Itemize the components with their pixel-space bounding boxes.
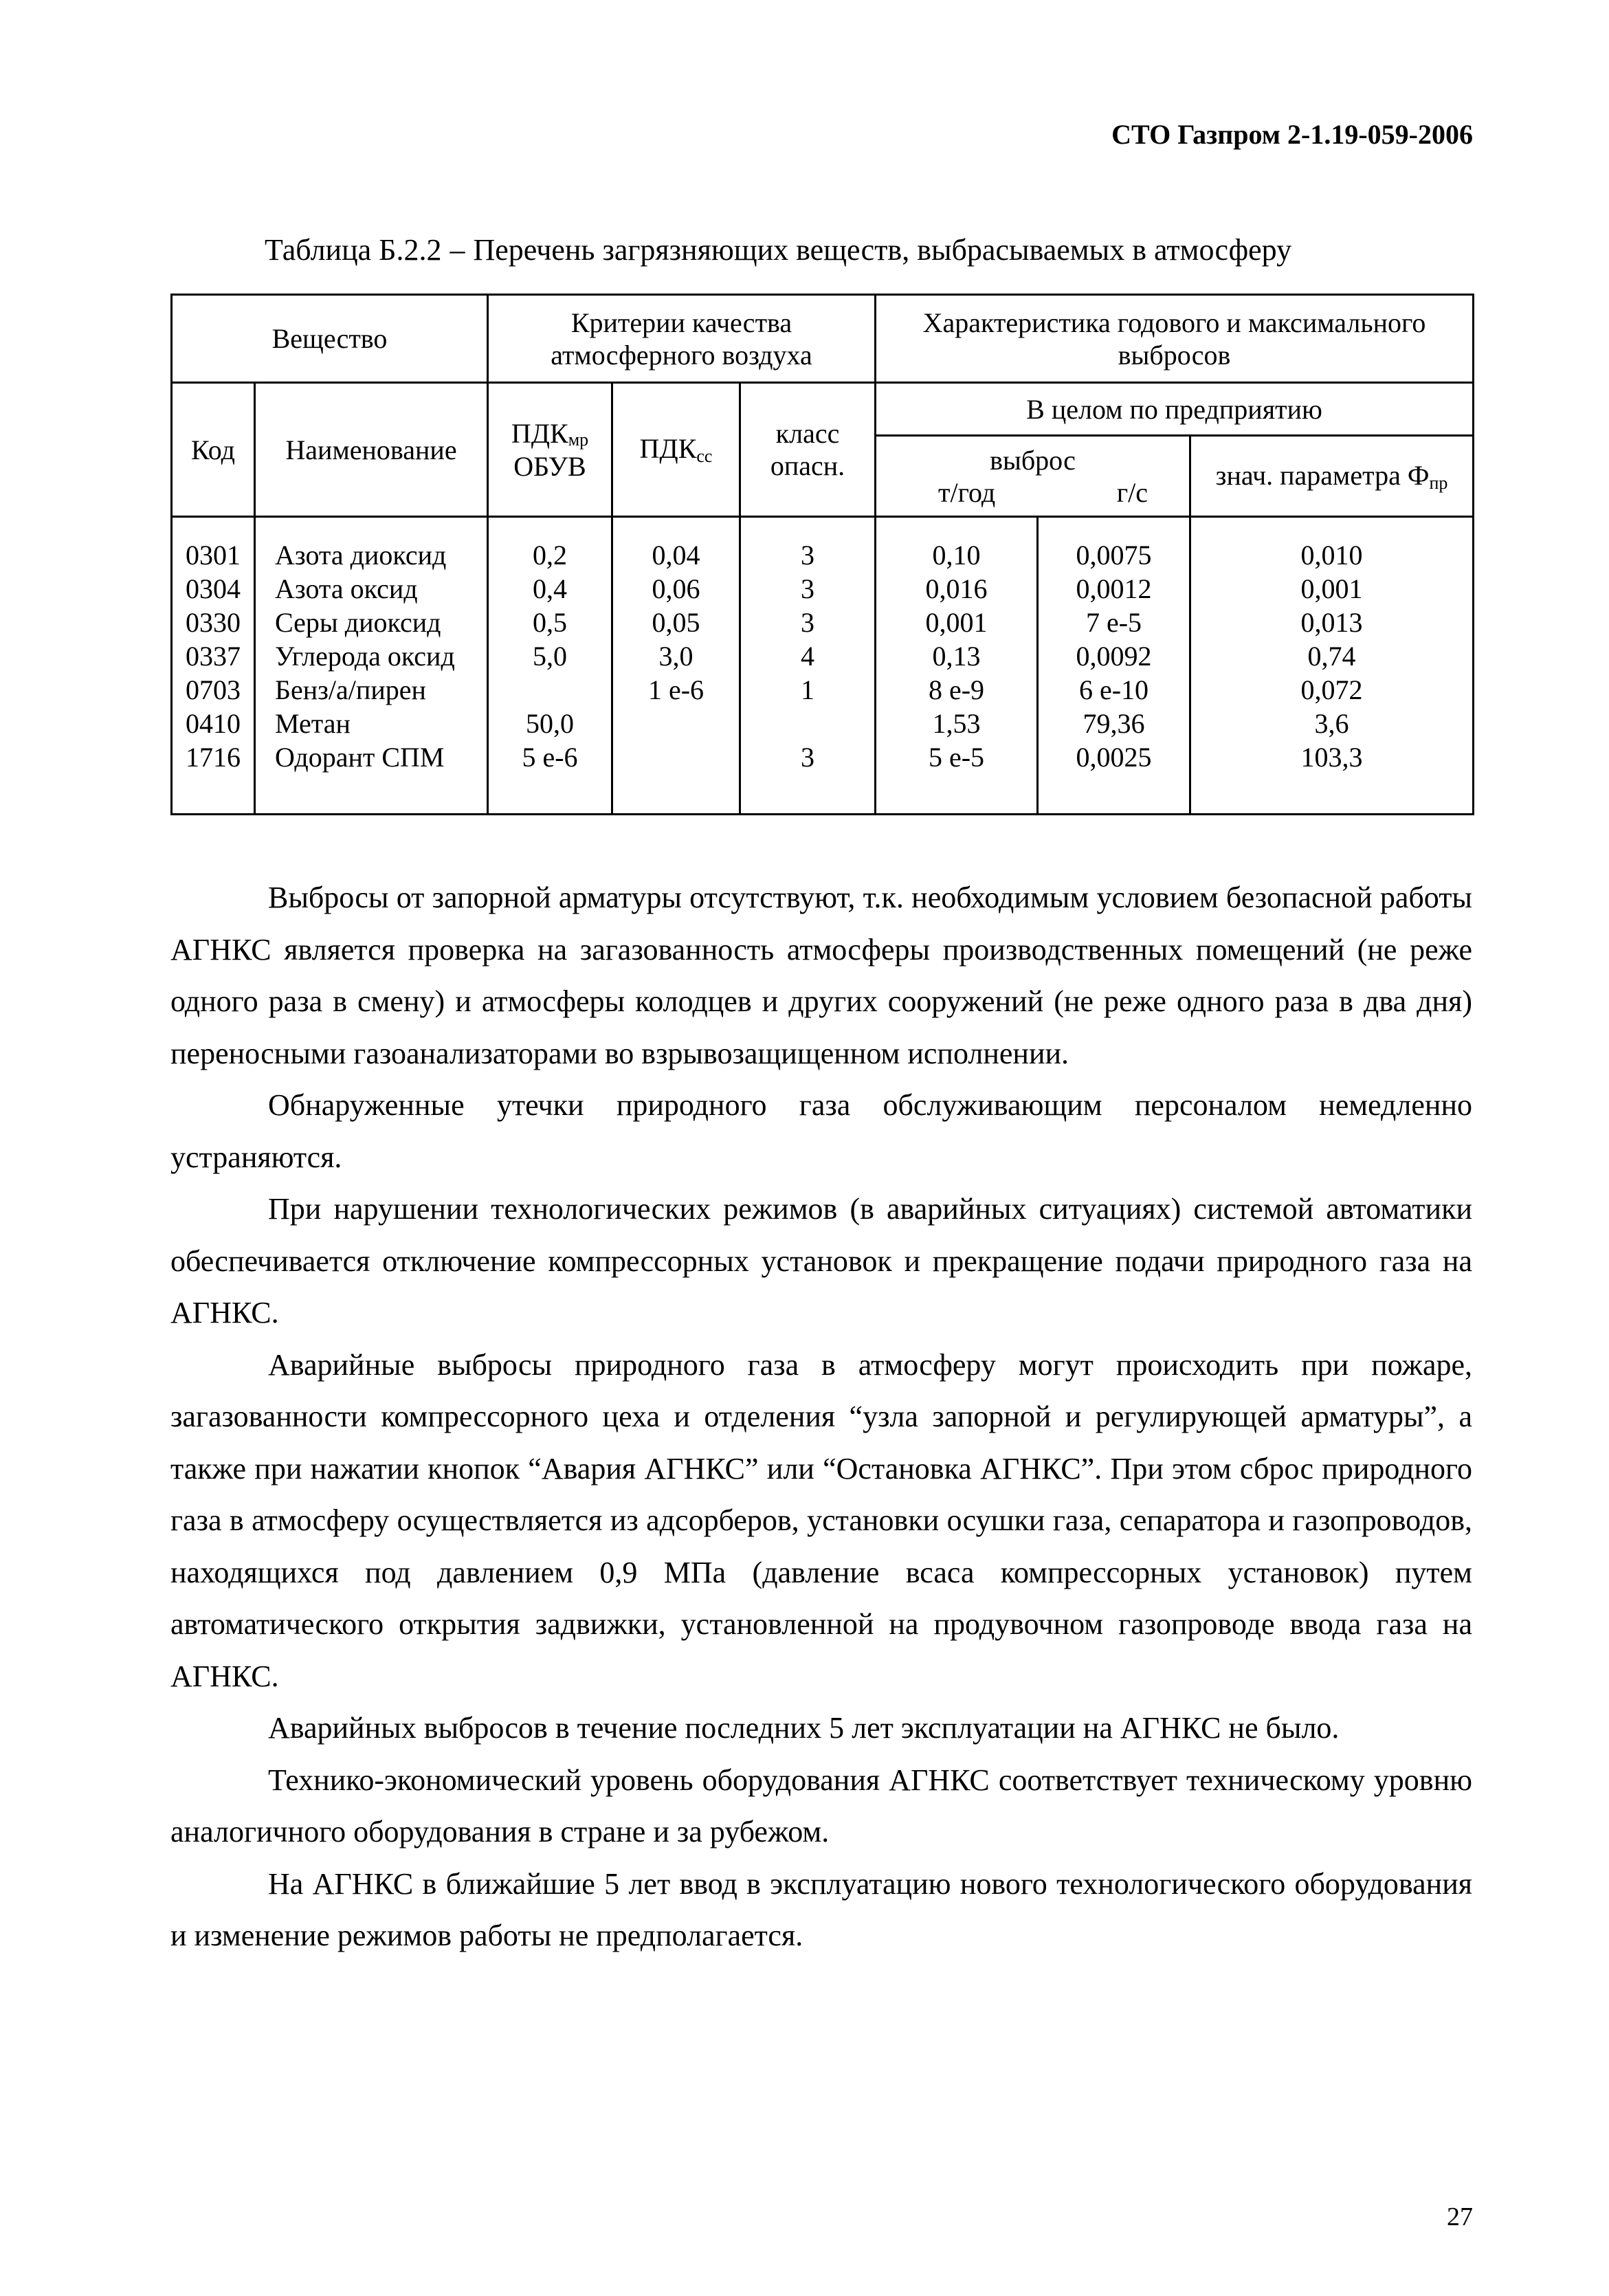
- paragraph: Выбросы от запорной арматуры отсутствуют, т.к. необходимым условием безопасной работы АГНКС является проверка на загазованность атмосферы производственных помещений (не реже одного раза в смену) и атмосферы колодцев и других сооружений (не реже одного раза в два дня) переносными газоанализаторами во взрывозащищенном исполнении.: [170, 881, 1472, 1070]
- cell-code: 1716: [186, 742, 241, 773]
- header-param-label: знач. параметра Ф: [1215, 459, 1430, 491]
- cell-g-s: 6 е-10: [1078, 674, 1149, 705]
- document-code: СТО Газпром 2-1.19-059-2006: [1111, 119, 1473, 150]
- cell-g-s: 0,0025: [1076, 742, 1152, 773]
- paragraph: Обнаруженные утечки природного газа обслуживающим персоналом немедленно устраняются.: [170, 1088, 1472, 1174]
- cell-pdk-ss: 3,0: [658, 641, 693, 672]
- paragraph: Аварийных выбросов в течение последних 5 лет эксплуатации на АГНКС не было.: [268, 1711, 1340, 1745]
- header-pdk-ss-main: ПДК: [639, 433, 697, 464]
- cell-pdk-ss: [613, 707, 739, 740]
- cell-name: Азота диоксид: [275, 540, 447, 571]
- cell-name: Углерода оксид: [275, 641, 455, 672]
- cell-pdk-mr: [489, 673, 611, 707]
- header-pdk-mr-sub: мр: [568, 429, 589, 450]
- header-tons-year: т/год: [938, 476, 996, 508]
- header-enterprise-total: В целом по предприятию: [876, 383, 1474, 436]
- header-code: Код: [172, 383, 255, 517]
- cell-name: Бенз/а/пирен: [275, 674, 426, 705]
- header-param-sub: пр: [1429, 472, 1448, 493]
- cell-class: 3: [801, 540, 814, 571]
- cell-t-year: 1,53: [932, 708, 981, 739]
- cell-param: 0,013: [1300, 607, 1363, 638]
- cell-class: 3: [801, 607, 814, 638]
- column-name: [255, 517, 488, 815]
- cell-g-s: 7 е-5: [1085, 607, 1142, 638]
- cell-param: 0,001: [1300, 573, 1363, 604]
- header-param: [1190, 436, 1474, 517]
- cell-t-year: 0,10: [932, 540, 981, 571]
- cell-class: [741, 707, 874, 740]
- cell-pdk-ss: 0,04: [652, 540, 700, 571]
- table-caption-label: Таблица Б.2.2: [265, 233, 442, 267]
- cell-param: 103,3: [1300, 742, 1363, 773]
- header-name: Наименование: [255, 383, 488, 517]
- header-pdk-ss-sub: сс: [696, 446, 713, 466]
- paragraph: Технико-экономический уровень оборудования АГНКС соответствует техническому уровню аналогичного оборудования в стране и за рубежом.: [170, 1763, 1472, 1848]
- cell-name: Азота оксид: [275, 573, 418, 604]
- header-pdk-mr-main: ПДК: [511, 417, 568, 449]
- cell-pdk-mr: 0,5: [533, 607, 567, 638]
- header-pdk-mr: [488, 383, 612, 517]
- header-pdk-mr-alt: ОБУВ: [513, 450, 586, 482]
- cell-code: 0410: [186, 708, 241, 739]
- pollutants-table: [170, 294, 1474, 815]
- cell-param: 0,010: [1300, 540, 1363, 571]
- cell-code: 0301: [186, 540, 241, 571]
- cell-pdk-mr: 0,4: [533, 573, 567, 604]
- cell-code: 0703: [186, 674, 241, 705]
- header-emission-label: выброс: [990, 444, 1076, 476]
- page-number: 27: [1447, 2203, 1473, 2231]
- cell-name: Метан: [275, 708, 351, 739]
- header-substance: Вещество: [172, 295, 488, 383]
- table-caption-dash: –: [450, 233, 465, 267]
- paragraph: На АГНКС в ближайшие 5 лет ввод в эксплуатацию нового технологического оборудования и изменение режимов работы не предполагается.: [170, 1866, 1472, 1952]
- cell-g-s: 0,0092: [1076, 641, 1152, 672]
- cell-pdk-ss: 1 е-6: [647, 674, 704, 705]
- cell-t-year: 0,001: [925, 607, 988, 638]
- cell-g-s: 79,36: [1083, 708, 1145, 739]
- header-characteristic: Характеристика годового и максимального выбросов: [876, 295, 1474, 383]
- cell-g-s: 0,0012: [1076, 573, 1152, 604]
- cell-pdk-mr: 5,0: [533, 641, 567, 672]
- header-criteria: Критерии качества атмосферного воздуха: [488, 295, 876, 383]
- cell-class: 3: [801, 742, 814, 773]
- column-code: [172, 517, 255, 815]
- column-t-year: [876, 517, 1038, 815]
- paragraph: Аварийные выбросы природного газа в атмосферу могут происходить при пожаре, загазованности компрессорного цеха и отделения “узла запорной и регулирующей арматуры”, а также при нажатии кнопок “Авария АГНКС” или “Остановка АГНКС”. При этом сброс природного газа в атмосферу осуществляется из адсорберов, установки осушки газа, сепаратора и газопроводов, находящихся под давлением 0,9 МПа (давление всаса компрессорных установок) путем автоматического открытия задвижки, установленной на продувочном газопроводе ввода газа на АГНКС.: [170, 1347, 1472, 1693]
- cell-name: Одорант СПМ: [275, 742, 445, 773]
- table-caption: [265, 232, 1291, 267]
- column-pdk-mr: [488, 517, 612, 815]
- column-class: [740, 517, 876, 815]
- header-grams-sec: г/с: [1116, 476, 1148, 508]
- cell-class: 3: [801, 573, 814, 604]
- header-hazard-class: класс опасн.: [740, 383, 876, 517]
- header-pdk-ss: [612, 383, 740, 517]
- column-pdk-ss: [612, 517, 740, 815]
- cell-pdk-mr: 5 е-6: [522, 742, 578, 773]
- cell-code: 0330: [186, 607, 241, 638]
- column-param: [1190, 517, 1474, 815]
- table-caption-text: Перечень загрязняющих веществ, выбрасываемых в атмосферу: [473, 233, 1292, 267]
- paragraph: При нарушении технологических режимов (в аварийных ситуациях) системой автоматики обеспечивается отключение компрессорных установок и прекращение подачи природного газа на АГНКС.: [170, 1192, 1472, 1329]
- cell-param: 0,072: [1300, 674, 1363, 705]
- cell-class: 1: [801, 674, 814, 705]
- cell-pdk-ss: [613, 740, 739, 774]
- column-g-s: [1038, 517, 1190, 815]
- cell-t-year: 0,13: [932, 641, 981, 672]
- cell-pdk-mr: 0,2: [533, 540, 567, 571]
- cell-param: 3,6: [1314, 708, 1349, 739]
- body-text: [170, 872, 1472, 1962]
- cell-t-year: 8 е-9: [928, 674, 985, 705]
- cell-param: 0,74: [1307, 641, 1356, 672]
- cell-class: 4: [801, 641, 814, 672]
- cell-pdk-ss: 0,05: [652, 607, 700, 638]
- table-data-row: [172, 517, 1474, 815]
- cell-name: Серы диоксид: [275, 607, 441, 638]
- header-emission: [876, 436, 1190, 517]
- cell-code: 0304: [186, 573, 241, 604]
- cell-t-year: 0,016: [925, 573, 988, 604]
- cell-code: 0337: [186, 641, 241, 672]
- cell-pdk-mr: 50,0: [526, 708, 574, 739]
- cell-pdk-ss: 0,06: [652, 573, 700, 604]
- cell-t-year: 5 е-5: [928, 742, 985, 773]
- cell-g-s: 0,0075: [1076, 540, 1152, 571]
